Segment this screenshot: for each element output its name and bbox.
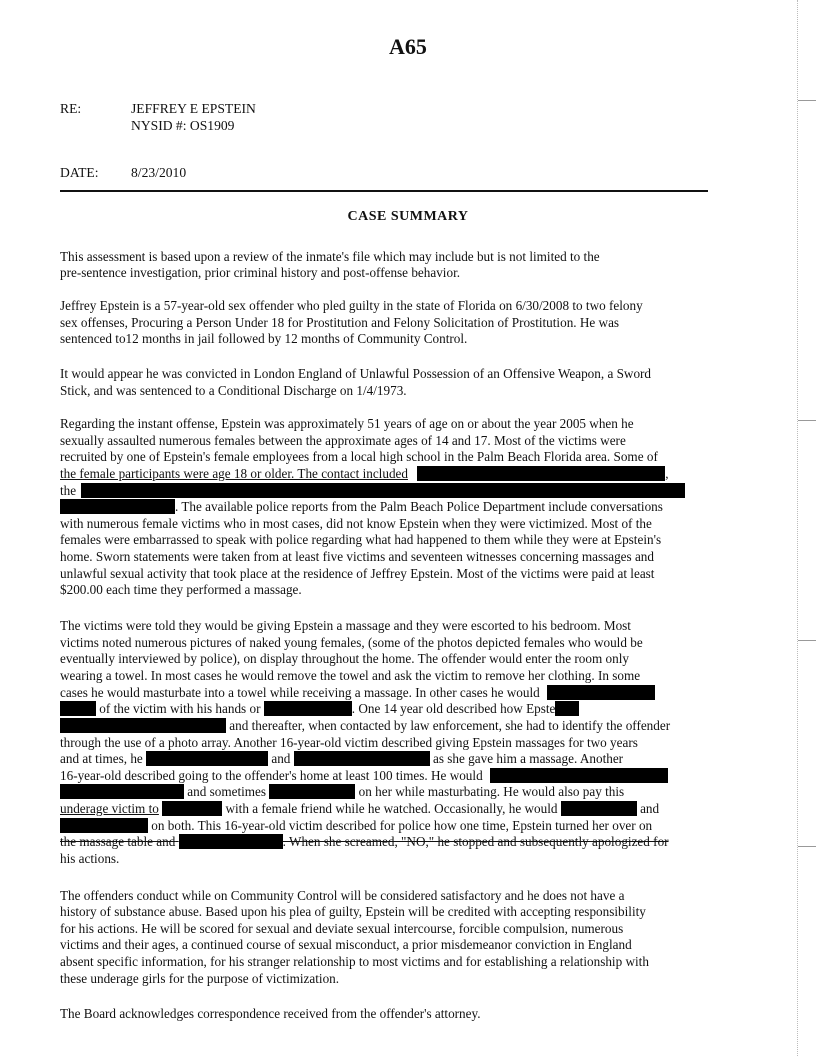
paragraph-line: Stick, and was sentenced to a Conditional Discharge on 1/4/1973. [60, 383, 407, 398]
paragraph-line: through the use of a photo array. Another 16-year-old victim described giving Epstein massages for two years [60, 735, 638, 750]
paragraph-line: unlawful sexual activity that took place at the residence of Jeffrey Epstein. Most of the victims were paid at least [60, 566, 655, 581]
paragraph-line: The Board acknowledges correspondence received from the offender's attorney. [60, 1006, 481, 1021]
paragraph-line-text: of the victim with his hands or [99, 701, 261, 716]
paragraph-line: Jeffrey Epstein is a 57-year-old sex offender who pled guilty in the state of Florida on 6/30/2008 to two felony [60, 298, 643, 313]
paragraph-line-text: underage victim to [60, 801, 159, 816]
paragraph-line: $200.00 each time they performed a massage. [60, 582, 302, 597]
paragraph-line: sexually assaulted numerous females between the approximate ages of 14 and 17. Most of the victims were [60, 433, 626, 448]
paragraph-line: for his actions. He will be scored for sexual and deviate sexual intercourse, forcible compulsion, numerous [60, 921, 624, 936]
header-rule [60, 190, 708, 192]
date-label: DATE: [60, 165, 99, 180]
paragraph-line: The offenders conduct while on Community Control will be considered satisfactory and he does not have a [60, 888, 625, 903]
paragraph-line: home. Sworn statements were taken from at least five victims and seventeen witnesses concerning massages and [60, 549, 654, 564]
redaction-block [60, 784, 184, 799]
paragraph-line: with numerous female victims who in most cases, did not know Epstein when they were victimized. Most of the [60, 516, 652, 531]
paragraph-line: wearing a towel. In most cases he would remove the towel and ask the victim to remove her clothing. In some [60, 668, 641, 683]
paragraph-line: It would appear he was convicted in London England of Unlawful Possession of an Offensive Weapon, a Sword [60, 366, 652, 381]
paragraph-line: This assessment is based upon a review of the inmate's file which may include but is not limited to the [60, 249, 600, 264]
redaction-block [264, 701, 352, 716]
paragraph-line: victims noted numerous pictures of naked young females, (some of the photos depicted females who would be [60, 635, 643, 650]
redaction-block [146, 751, 268, 766]
paragraph-line: his actions. [60, 851, 120, 866]
paragraph-line [60, 466, 669, 483]
redaction-block [60, 818, 148, 833]
redaction-block [547, 685, 655, 700]
paragraph-line: Regarding the instant offense, Epstein was approximately 51 years of age on or about the year 2005 when he [60, 416, 634, 431]
paragraph-line [60, 701, 579, 718]
paragraph-line-text: and sometimes [187, 784, 267, 799]
paragraph-line-text: and [271, 751, 291, 766]
paragraph-line: recruited by one of Epstein's female employees from a local high school in the Palm Beach Florida area. Some of [60, 449, 658, 464]
redaction-block [60, 701, 96, 716]
paragraph-line: pre-sentence investigation, prior criminal history and post-offense behavior. [60, 265, 461, 280]
paragraph-line-text: 16-year-old described going to the offender's home at least 100 times. He would [60, 768, 483, 783]
paragraph-line [60, 768, 668, 785]
redaction-block [81, 483, 685, 498]
paragraph-line: eventually interviewed by police), on display throughout the home. The offender would enter the room only [60, 651, 629, 666]
scan-margin-tick [798, 100, 816, 101]
redaction-block [269, 784, 355, 799]
redaction-block [561, 801, 637, 816]
scan-margin-line [797, 0, 798, 1056]
inmate-name: JEFFREY E EPSTEIN [131, 101, 256, 116]
paragraph-line [60, 834, 669, 851]
paragraph-line [60, 751, 623, 768]
paragraph-line-text: on her while masturbating. He would also pay this [358, 784, 625, 799]
paragraph-line-text: on both. This 16-year-old victim described for police how one time, Epstein turned her over on [151, 818, 653, 833]
paragraph-line: sex offenses, Procuring a Person Under 18 for Prostitution and Felony Solicitation of Prostitution. He was [60, 315, 620, 330]
paragraph-line-text: cases he would masturbate into a towel while receiving a massage. In other cases he would [60, 685, 540, 700]
redaction-block [60, 499, 175, 514]
paragraph-line-text: and thereafter, when contacted by law enforcement, she had to identify the offender [229, 718, 671, 733]
paragraph-line-text: . When she screamed, "NO," he stopped and subsequently apologized for [282, 834, 669, 849]
redaction-block [555, 701, 579, 716]
paragraph-line [60, 784, 624, 801]
paragraph-line [60, 718, 670, 735]
paragraph-line: The victims were told they would be giving Epstein a massage and they were escorted to his bedroom. Most [60, 618, 631, 633]
redaction-block [60, 718, 226, 733]
paragraph-line: absent specific information, for his stranger relationship to most victims and for establishing a relationship with [60, 954, 649, 969]
redaction-block [179, 834, 283, 849]
scan-margin-tick [798, 640, 816, 641]
paragraph-line [60, 483, 685, 500]
paragraph-line-text: the female participants were age 18 or older. The contact included [60, 466, 408, 481]
paragraph-line-text: and [640, 801, 660, 816]
paragraph-line: victims and their ages, a continued course of sexual misconduct, a prior misdemeanor conviction in England [60, 937, 632, 952]
paragraph-line-text: and at times, he [60, 751, 143, 766]
paragraph-line: these underage girls for the purpose of victimization. [60, 971, 340, 986]
redaction-block [417, 466, 665, 481]
paragraph-line [60, 801, 659, 818]
nysid-number: NYSID #: OS1909 [131, 118, 235, 133]
paragraph-line-text: the [60, 483, 77, 498]
paragraph-line-text: . The available police reports from the Palm Beach Police Department include conversations [175, 499, 663, 514]
scan-margin-tick [798, 420, 816, 421]
paragraph-line-text: as she gave him a massage. Another [433, 751, 624, 766]
page-number: A65 [389, 34, 427, 59]
redaction-block [294, 751, 430, 766]
paragraph-line: history of substance abuse. Based upon his plea of guilty, Epstein will be credited with accepting responsibility [60, 904, 646, 919]
paragraph-line [60, 818, 652, 835]
re-label: RE: [60, 101, 82, 116]
paragraph-line-text: the massage table and [60, 834, 176, 849]
paragraph-line-text: . One 14 year old described how Epste [351, 701, 556, 716]
redaction-block [162, 801, 222, 816]
paragraph-line: sentenced to12 months in jail followed by 12 months of Community Control. [60, 331, 468, 346]
paragraph-line-text: with a female friend while he watched. Occasionally, he would [225, 801, 558, 816]
document-title: CASE SUMMARY [347, 209, 469, 224]
paragraph-line: females were embarrassed to speak with police regarding what had happened to them while they were at Epstein's [60, 532, 662, 547]
redaction-block [490, 768, 668, 783]
scan-margin-tick [798, 846, 816, 847]
paragraph-line [60, 499, 663, 516]
paragraph-line-text: , [665, 466, 669, 481]
paragraph-line [60, 685, 655, 702]
date-value: 8/23/2010 [131, 165, 187, 180]
